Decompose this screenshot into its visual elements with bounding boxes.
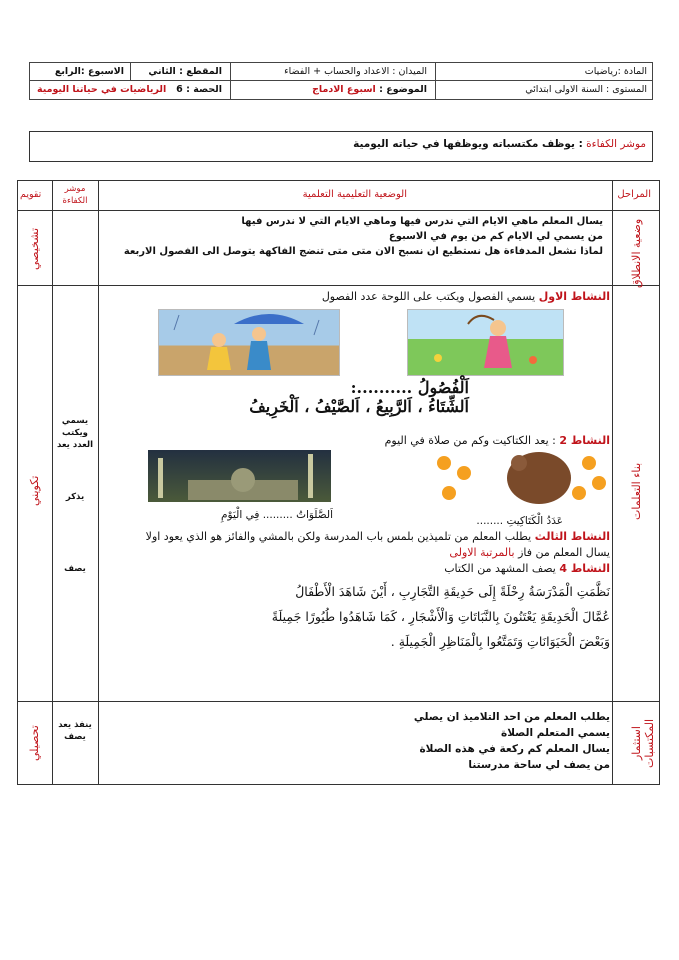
invest-line: يسال المعلم كم ركعة في هذه الصلاة bbox=[419, 743, 610, 755]
field: الميدان : الاعداد والحساب + الفضاء bbox=[284, 66, 427, 77]
header-evaluation: تقويم bbox=[20, 189, 42, 200]
act1-text: يسمي الفصول ويكتب على اللوحة عدد الفصول bbox=[321, 290, 536, 303]
invest-line: يطلب المعلم من احد التلاميذ ان يصلي bbox=[413, 711, 610, 723]
seasons-line1: اَلْفُصُولُ ..........: bbox=[350, 378, 469, 397]
level: المستوى : السنة الاولى ابتدائي bbox=[525, 84, 647, 95]
chicks-picture bbox=[419, 443, 619, 513]
act3-title: النشاط الثالث bbox=[534, 530, 610, 543]
chicks-caption: عَدَدُ الْكَتَاكِيتِ ........ bbox=[476, 515, 563, 527]
invest-content bbox=[414, 709, 610, 773]
session-title: الرياضيات في حياتنا اليومية bbox=[36, 84, 167, 95]
stage-invest: استثمار المكتسبات bbox=[630, 718, 656, 768]
act3-question: يسال المعلم من فاز bbox=[518, 546, 610, 559]
week: الاسبوع :الرابع bbox=[54, 66, 124, 77]
prayers-caption: اَلصَّلَوَاتُ ......... فِي الْيَوْمِ bbox=[221, 509, 333, 521]
season-picture-rain bbox=[158, 309, 340, 376]
subject: المادة :رياضيات bbox=[584, 66, 647, 77]
header-situation: الوضعية التعليمية التعلمية bbox=[302, 189, 407, 200]
stage-launch: وضعية الانطلاق bbox=[630, 219, 643, 289]
chick-icon bbox=[419, 443, 619, 513]
eval-build: تكويني bbox=[28, 475, 41, 507]
act2-text: : يعد الكتاكيت وكم من صلاة في اليوم bbox=[384, 434, 556, 447]
build-indicator: يذكر bbox=[65, 492, 85, 502]
act2-title: النشاط 2 bbox=[559, 434, 610, 447]
competency-indicator bbox=[29, 131, 653, 162]
seasons-line2: اَلشِّتَاءُ ، اَلرَّبِيعُ ، اَلصَّيْفُ ، اَلْخَرِيفُ bbox=[249, 397, 469, 416]
mosque-picture bbox=[148, 450, 331, 502]
eval-launch: تشخيصي bbox=[28, 228, 41, 271]
passage-line: وَبَعْضَ الْحَيَوَانَاتِ وَتَمَتَّعُوا بِالْمَنَاظِرِ الْجَمِيلَةِ . bbox=[390, 634, 610, 649]
invest-line: من يصف لي ساحة مدرستنا bbox=[468, 759, 610, 771]
build-indicator: يسمي ويكتب العدد يعد bbox=[56, 416, 94, 450]
header-table bbox=[29, 62, 653, 100]
act3-answer: بالمرتبة الاولى bbox=[449, 546, 515, 559]
topic-label: الموضوع : bbox=[379, 84, 427, 95]
passage-line: نَظَّمَتِ الْمَدْرَسَةُ رِحْلَةً إِلَى حَدِيقَةِ التَّجَارِبِ ، أَيْنَ شَاهَدَ الْأَطْفَالُ bbox=[295, 584, 610, 599]
launch-line: من يسمي لي الايام كم من يوم في الاسبوع bbox=[388, 231, 603, 242]
invest-line: يسمي المتعلم الصلاة bbox=[501, 727, 610, 739]
eval-invest: تحصيلي bbox=[28, 725, 41, 762]
launch-line: يسال المعلم ماهي الايام التي ندرس فيها وماهي الايام التي لا ندرس فيها bbox=[241, 216, 603, 227]
launch-content bbox=[124, 214, 603, 259]
lesson-table bbox=[17, 180, 660, 785]
indicator-label: موشر الكفاءة bbox=[586, 138, 646, 150]
act4-title: النشاط 4 bbox=[559, 562, 610, 575]
header-indicator: موشر الكفاءة bbox=[62, 184, 88, 206]
passage bbox=[272, 579, 610, 654]
session-label: الحصة : bbox=[186, 84, 222, 95]
passage-line: عُمَّالَ الْحَدِيقَةِ يَعْتَنُونَ بِالنَّبَاتَاتِ وَالْأَشْجَارِ ، كَمَا شَاهَدُوا طُيُورًا جَمِيلَةً bbox=[271, 609, 610, 624]
header-stages: المراحل bbox=[617, 189, 651, 200]
session-num: 6 bbox=[176, 84, 183, 95]
season-picture-girl bbox=[407, 309, 564, 376]
act1-title: النشاط الاول bbox=[538, 290, 610, 303]
invest-indicator: ينفذ يعد يصف bbox=[58, 720, 92, 742]
act4-text: يصف المشهد من الكتاب bbox=[444, 562, 556, 575]
build-indicator: يصف bbox=[64, 564, 86, 574]
umbrella-icon bbox=[159, 310, 339, 375]
topic: اسبوع الادماج bbox=[312, 84, 376, 95]
girl-icon bbox=[408, 310, 563, 375]
launch-line: لماذا نشعل المدفاءة هل نستطيع ان نسبح الان متى متى تنضج الفاكهة يتوصل الى الفصول الاربعة bbox=[123, 246, 603, 257]
act3-text: يطلب المعلم من تلميذين بلمس باب المدرسة ولكن بالمشي والفائز هو الذي يعود اولا bbox=[145, 530, 532, 543]
mosque-icon bbox=[148, 450, 331, 502]
section: المقطع : الثاني bbox=[148, 66, 222, 77]
stage-build: بناء التعلمات bbox=[630, 462, 643, 520]
indicator-text: : يوظف مكتسباته ويوظفها في حياته اليومية bbox=[353, 138, 583, 150]
